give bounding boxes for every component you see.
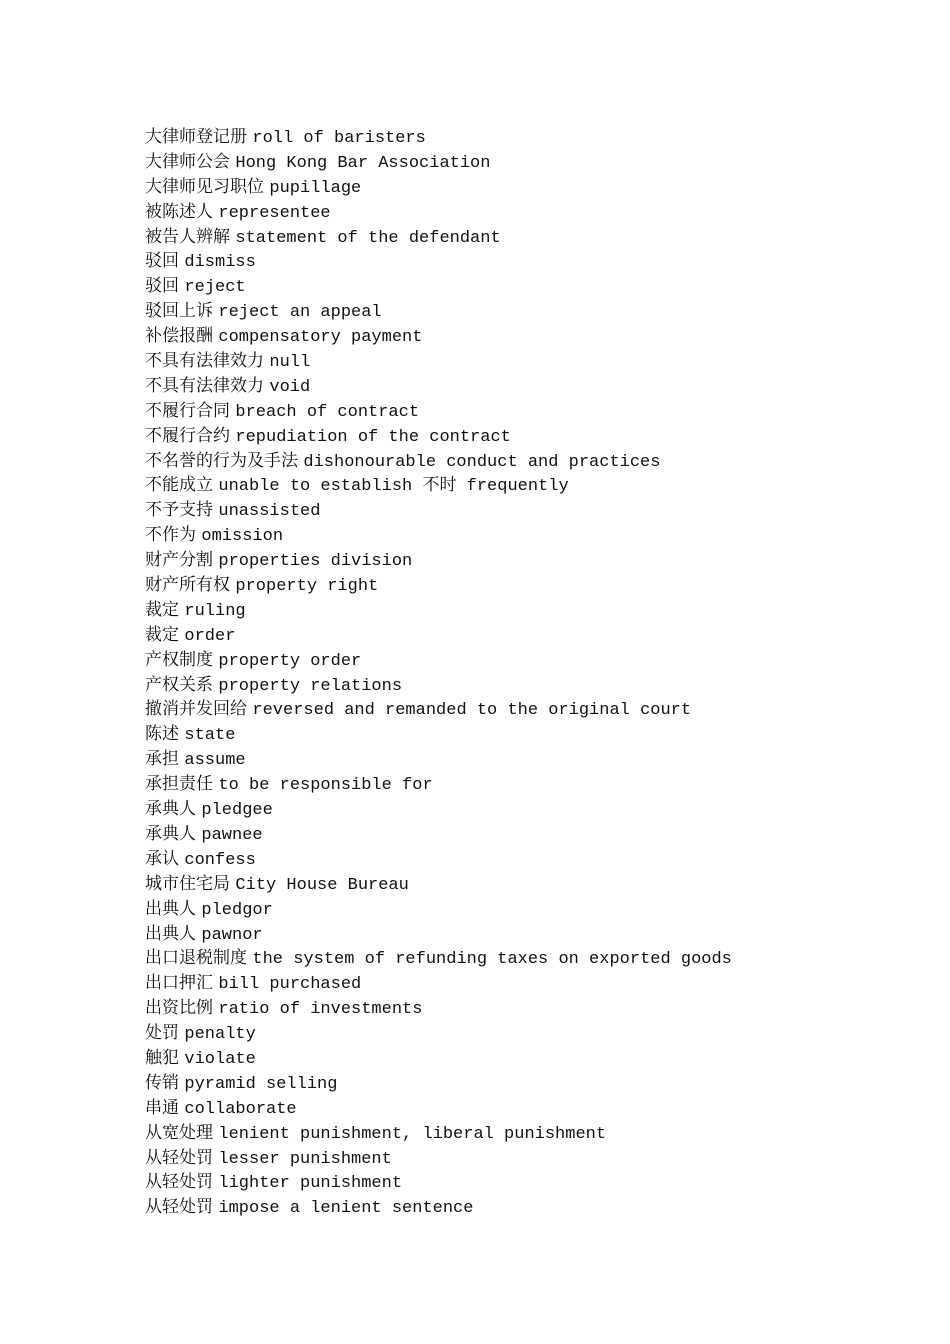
chinese-term: 处罚 (145, 1023, 179, 1044)
chinese-term: 触犯 (145, 1047, 179, 1068)
chinese-term: 承典人 (145, 823, 196, 844)
chinese-term: 不履行合约 (145, 425, 230, 446)
english-term: void (269, 377, 311, 397)
english-term: reject an appeal (218, 303, 382, 323)
chinese-term: 城市住宅局 (145, 873, 230, 894)
glossary-entry (145, 200, 732, 225)
glossary-entry (145, 697, 732, 722)
chinese-term: 不具有法律效力 (145, 351, 264, 372)
chinese-term: 陈述 (145, 724, 179, 745)
english-term: to be responsible for (218, 776, 433, 796)
english-term: property relations (218, 676, 403, 696)
glossary-entry (145, 424, 732, 449)
chinese-term: 不能成立 (145, 475, 213, 496)
chinese-term: 补偿报酬 (145, 326, 213, 347)
chinese-term: 产权制度 (145, 649, 213, 670)
english-term: City House Bureau (235, 875, 409, 895)
english-term: pledgee (201, 801, 273, 821)
chinese-term: 传销 (145, 1072, 179, 1093)
chinese-term: 出典人 (145, 923, 196, 944)
glossary-entry (145, 623, 732, 648)
glossary-entry (145, 872, 732, 897)
chinese-term: 出典人 (145, 898, 196, 919)
glossary-entry (145, 324, 732, 349)
glossary-entry (145, 1195, 732, 1220)
glossary-entry (145, 150, 732, 175)
glossary-entry (145, 274, 732, 299)
glossary-entry (145, 125, 732, 150)
glossary-entry (145, 349, 732, 374)
glossary-entry (145, 1096, 732, 1121)
chinese-term: 出资比例 (145, 998, 213, 1019)
english-term: ratio of investments (218, 1000, 423, 1020)
chinese-term: 被告人辨解 (145, 226, 230, 247)
glossary-entry (145, 673, 732, 698)
english-term: property order (218, 651, 362, 671)
chinese-term: 驳回 (145, 276, 179, 297)
english-term: pledgor (201, 900, 273, 920)
chinese-term: 出口押汇 (145, 973, 213, 994)
english-term: repudiation of the contract (235, 427, 511, 447)
chinese-term: 不名誉的行为及手法 (145, 450, 298, 471)
glossary-entry (145, 1071, 732, 1096)
glossary-entry (145, 1046, 732, 1071)
english-term: bill purchased (218, 975, 362, 995)
glossary-entry (145, 225, 732, 250)
chinese-term: 裁定 (145, 624, 179, 645)
english-term: state (184, 726, 236, 746)
chinese-term: 从轻处罚 (145, 1197, 213, 1218)
glossary-entry (145, 473, 732, 498)
chinese-term: 被陈述人 (145, 201, 213, 222)
english-term: compensatory payment (218, 328, 423, 348)
glossary-entry (145, 971, 732, 996)
glossary-entry (145, 822, 732, 847)
english-term: representee (218, 203, 331, 223)
english-term: unassisted (218, 502, 321, 522)
english-term: pupillage (269, 178, 362, 198)
chinese-term: 驳回 (145, 251, 179, 272)
glossary-list (145, 125, 732, 1220)
chinese-term: 大律师公会 (145, 151, 230, 172)
glossary-entry (145, 897, 732, 922)
glossary-entry (145, 399, 732, 424)
chinese-term: 撤消并发回给 (145, 699, 247, 720)
glossary-entry (145, 648, 732, 673)
chinese-term: 承担 (145, 749, 179, 770)
english-term: pawnee (201, 825, 263, 845)
chinese-term: 不予支持 (145, 500, 213, 521)
glossary-entry (145, 598, 732, 623)
chinese-term: 承认 (145, 848, 179, 869)
glossary-entry (145, 996, 732, 1021)
glossary-entry (145, 1021, 732, 1046)
english-term: dishonourable conduct and practices (303, 452, 661, 472)
english-term: pawnor (201, 925, 263, 945)
glossary-entry (145, 175, 732, 200)
chinese-term: 从轻处罚 (145, 1147, 213, 1168)
glossary-entry (145, 299, 732, 324)
glossary-entry (145, 946, 732, 971)
chinese-term: 承典人 (145, 799, 196, 820)
english-term: the system of refunding taxes on exported goods (252, 950, 732, 970)
english-term: reversed and remanded to the original court (252, 701, 692, 721)
english-term: property right (235, 577, 379, 597)
english-term: order (184, 626, 236, 646)
glossary-entry (145, 1146, 732, 1171)
english-term: lenient punishment, liberal punishment (218, 1124, 607, 1144)
chinese-term: 不作为 (145, 525, 196, 546)
english-term: roll of baristers (252, 129, 426, 148)
english-term: Hong Kong Bar Association (235, 153, 491, 173)
glossary-entry (145, 847, 732, 872)
english-term: confess (184, 850, 256, 870)
chinese-term: 裁定 (145, 599, 179, 620)
glossary-entry (145, 797, 732, 822)
chinese-term: 不具有法律效力 (145, 375, 264, 396)
glossary-entry (145, 772, 732, 797)
glossary-entry (145, 374, 732, 399)
chinese-term: 承担责任 (145, 774, 213, 795)
glossary-entry (145, 573, 732, 598)
chinese-term: 大律师登记册 (145, 127, 247, 147)
english-term: pyramid selling (184, 1074, 338, 1094)
chinese-term: 财产所有权 (145, 575, 230, 596)
glossary-entry (145, 249, 732, 274)
english-term: reject (184, 278, 246, 298)
english-term: penalty (184, 1025, 256, 1045)
glossary-entry (145, 1170, 732, 1195)
english-term: collaborate (184, 1099, 297, 1119)
chinese-term: 从宽处理 (145, 1122, 213, 1143)
glossary-entry (145, 548, 732, 573)
glossary-entry (145, 922, 732, 947)
chinese-term: 大律师见习职位 (145, 176, 264, 197)
chinese-term: 财产分割 (145, 550, 213, 571)
english-term: assume (184, 751, 246, 771)
glossary-entry (145, 498, 732, 523)
english-term: lesser punishment (218, 1149, 392, 1169)
english-term: properties division (218, 552, 413, 572)
glossary-entry (145, 1121, 732, 1146)
english-term: null (269, 353, 311, 373)
glossary-entry (145, 449, 732, 474)
english-term: dismiss (184, 253, 256, 273)
english-term: violate (184, 1049, 256, 1069)
english-term: statement of the defendant (235, 228, 501, 248)
english-term: impose a lenient sentence (218, 1199, 474, 1219)
chinese-term: 出口退税制度 (145, 948, 247, 969)
chinese-term: 不履行合同 (145, 400, 230, 421)
english-term: unable to establish 不时 frequently (218, 477, 569, 497)
english-term: lighter punishment (218, 1174, 403, 1194)
glossary-entry (145, 747, 732, 772)
english-term: ruling (184, 601, 246, 621)
glossary-entry (145, 722, 732, 747)
english-term: breach of contract (235, 402, 420, 422)
chinese-term: 串通 (145, 1097, 179, 1118)
chinese-term: 驳回上诉 (145, 301, 213, 322)
chinese-term: 从轻处罚 (145, 1172, 213, 1193)
glossary-entry (145, 523, 732, 548)
chinese-term: 产权关系 (145, 674, 213, 695)
english-term: omission (201, 527, 284, 547)
